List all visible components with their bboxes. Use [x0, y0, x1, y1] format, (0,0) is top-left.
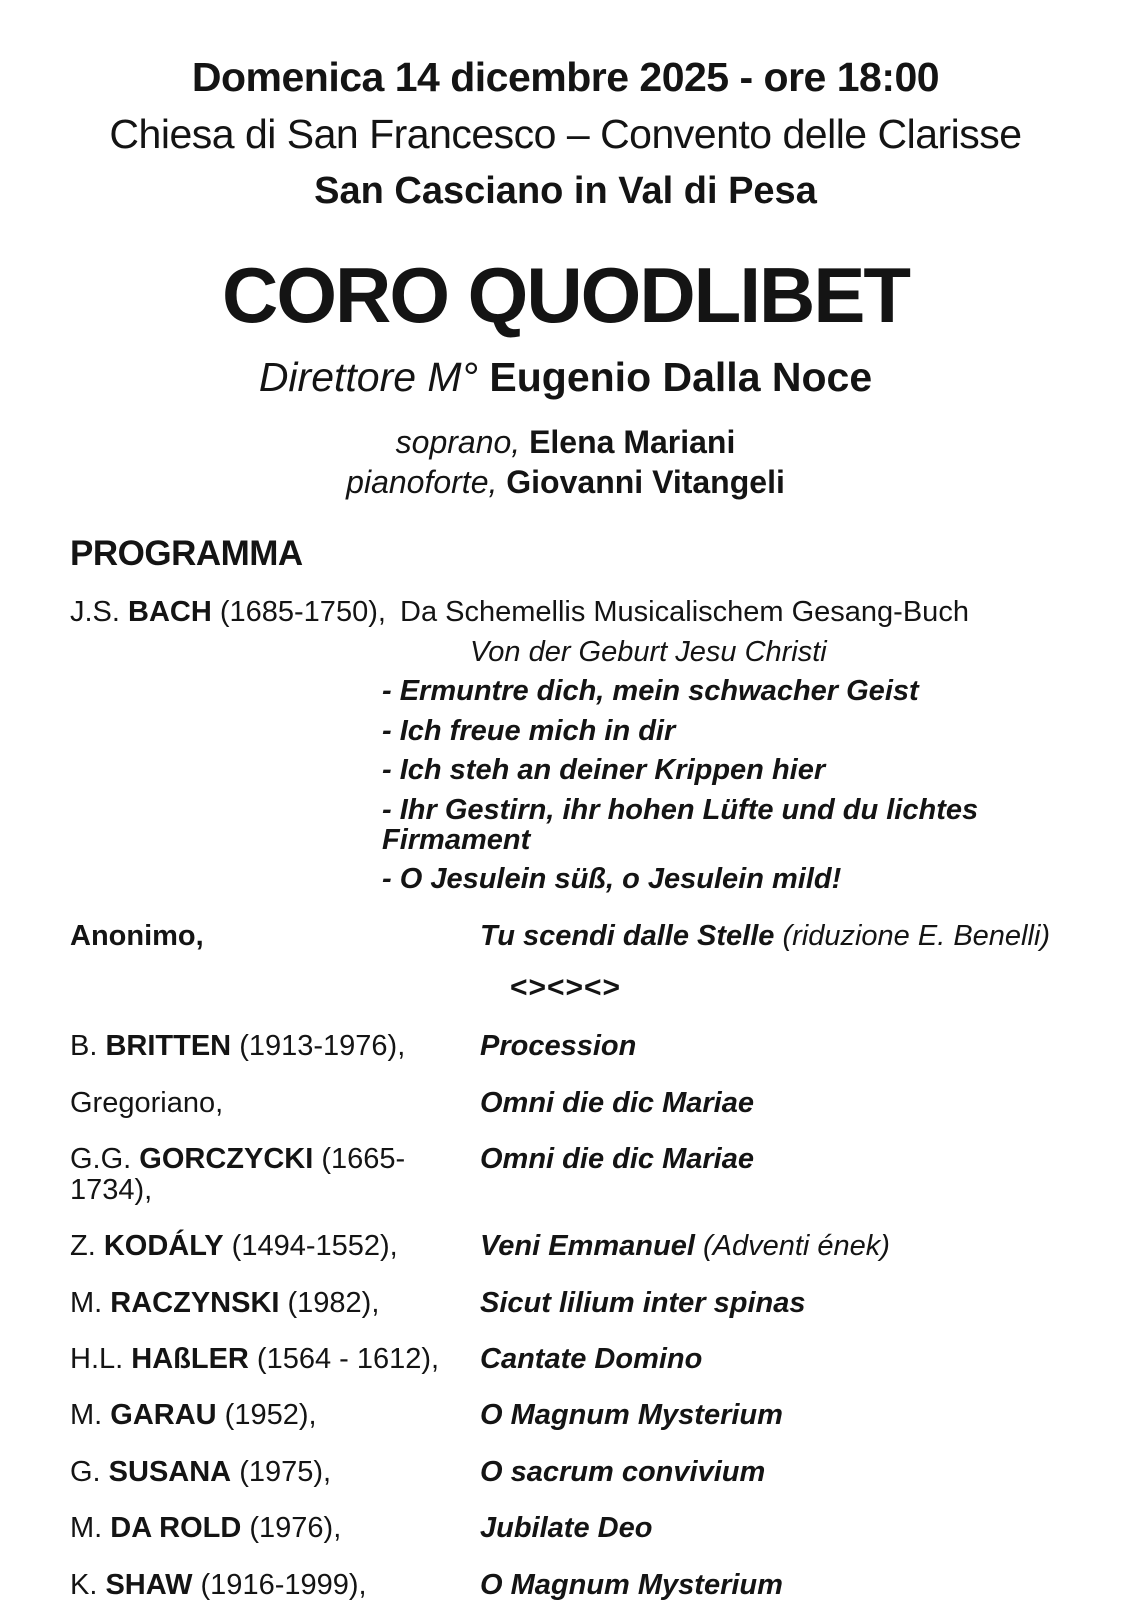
composer — [70, 1031, 480, 1061]
piece — [480, 1570, 1131, 1600]
piece — [480, 1513, 1131, 1543]
composer-surname: KODÁLY — [103, 1230, 224, 1263]
soprano-name: Elena Mariani — [529, 424, 736, 461]
piece — [480, 921, 1131, 951]
composer-dates: (1494-1552), — [223, 1230, 398, 1263]
composer-dates: (1976), — [241, 1512, 342, 1545]
piece — [480, 1231, 1131, 1261]
composer-dates: (1685-1750), — [211, 596, 386, 629]
piece-note: (riduzione E. Benelli) — [782, 919, 1051, 952]
composer-surname: SUSANA — [108, 1455, 232, 1488]
piece — [480, 1344, 1131, 1374]
composer-surname: Anonimo, — [70, 919, 204, 952]
composer — [70, 1400, 480, 1430]
bach-piece-item: - Ermuntre dich, mein schwacher Geist — [382, 675, 919, 708]
composer-surname: BRITTEN — [105, 1030, 232, 1063]
director-label: Direttore M° — [258, 353, 478, 400]
program-entry — [70, 1344, 1131, 1374]
composer-initials: H.L. — [70, 1342, 132, 1375]
piece-title: Cantate Domino — [480, 1342, 703, 1375]
piece — [480, 1031, 1131, 1061]
composer-initials: M. — [70, 1399, 111, 1432]
director-line — [0, 353, 1131, 400]
piano-label: pianoforte, — [346, 464, 498, 501]
composer-dates: (1564 - 1612), — [248, 1342, 440, 1375]
piece-title: O sacrum convivium — [480, 1455, 766, 1488]
program-entry-anonimo — [70, 921, 1131, 951]
bach-piece-item: - Ich steh an deiner Krippen hier — [382, 754, 826, 787]
piece — [480, 1144, 1131, 1205]
director-name: Eugenio Dalla Noce — [489, 353, 873, 400]
piece-title: Procession — [480, 1030, 637, 1063]
piece — [480, 1288, 1131, 1318]
composer-surname: SHAW — [105, 1568, 193, 1601]
piece-title: Tu scendi dalle Stelle — [480, 919, 775, 952]
composer-dates: (1665-1734), — [70, 1143, 406, 1206]
composer-surname: DA ROLD — [110, 1512, 242, 1545]
piece-title: Omni die dic Mariae — [480, 1143, 754, 1176]
bach-piece-list — [382, 676, 1131, 895]
piece — [480, 1088, 1131, 1118]
soprano-label: soprano, — [395, 424, 521, 461]
program-separator: <><><> — [509, 971, 622, 1005]
piece-title: Veni Emmanuel — [480, 1230, 695, 1263]
composer-surname: RACZYNSKI — [110, 1286, 280, 1319]
bach-piece-item: - Ich freue mich in dir — [382, 714, 676, 747]
piece — [480, 1400, 1131, 1430]
composer — [70, 1513, 480, 1543]
composer-dates: (1913-1976), — [231, 1030, 406, 1063]
composer-initials: G.G. — [70, 1143, 140, 1176]
composer — [70, 1231, 480, 1261]
program-entry — [70, 1144, 1131, 1205]
composer — [70, 1144, 480, 1205]
composer-dates: (1982), — [279, 1286, 380, 1319]
piano-name: Giovanni Vitangeli — [506, 464, 785, 501]
piece-title: O Magnum Mysterium — [480, 1399, 783, 1432]
bach-collection: Da Schemellis Musicalischem Gesang-Buch — [400, 596, 969, 629]
program-entry — [70, 1031, 1131, 1061]
soprano-line — [0, 425, 1131, 460]
composer-dates: (1952), — [216, 1399, 317, 1432]
composer-surname: HAßLER — [131, 1342, 249, 1375]
composer — [70, 1570, 480, 1600]
composer-surname: BACH — [128, 596, 212, 629]
program-entry — [70, 1513, 1131, 1543]
composer-initials: G. — [70, 1455, 109, 1488]
program-entry — [70, 1288, 1131, 1318]
composer-surname: GARAU — [110, 1399, 217, 1432]
title-block — [0, 250, 1131, 501]
program-heading: PROGRAMMA — [70, 534, 303, 574]
composer-initials: M. — [70, 1286, 111, 1319]
piece-title: O Magnum Mysterium — [480, 1568, 783, 1601]
program-entry-bach — [70, 597, 1131, 627]
composer-dates: (1975), — [231, 1455, 332, 1488]
program-entry — [70, 1088, 1131, 1118]
composer — [70, 921, 480, 951]
piece — [480, 1457, 1131, 1487]
composer — [70, 1457, 480, 1487]
piece-title: Sicut lilium inter spinas — [480, 1286, 806, 1319]
program-entry — [70, 1400, 1131, 1430]
composer-initials: Gregoriano, — [70, 1086, 224, 1119]
event-datetime: Domenica 14 dicembre 2025 - ore 18:00 — [191, 54, 940, 100]
choir-name: CORO QUODLIBET — [222, 250, 909, 339]
bach-piece-item: - Ihr Gestirn, ihr hohen Lüfte und du lichtes Firmament — [382, 793, 979, 857]
composer-dates: (1916-1999), — [192, 1568, 367, 1601]
composer — [70, 1088, 480, 1118]
composer-initials: Z. — [70, 1230, 104, 1263]
event-header — [0, 56, 1131, 212]
program-entry — [70, 1570, 1131, 1600]
event-city: San Casciano in Val di Pesa — [314, 170, 817, 213]
piano-line — [0, 465, 1131, 500]
program-entry — [70, 1231, 1131, 1261]
piece — [400, 597, 1131, 627]
program-entry — [70, 1457, 1131, 1487]
piece-note: (Adventi ének) — [702, 1230, 890, 1263]
program-entry-list — [0, 1031, 1131, 1600]
bach-subtitle: Von der Geburt Jesu Christi — [470, 635, 827, 668]
piece-title: Omni die dic Mariae — [480, 1086, 754, 1119]
composer-surname: GORCZYCKI — [139, 1143, 314, 1176]
event-venue: Chiesa di San Francesco – Convento delle Clarisse — [109, 111, 1022, 158]
composer — [70, 1288, 480, 1318]
composer — [70, 1344, 480, 1374]
bach-piece-item: - O Jesulein süß, o Jesulein mild! — [382, 863, 842, 896]
composer-initials: K. — [70, 1568, 106, 1601]
composer-initials: M. — [70, 1512, 111, 1545]
composer-initials: B. — [70, 1030, 106, 1063]
composer-initials: J.S. — [70, 596, 129, 629]
composer — [70, 597, 400, 627]
piece-title: Jubilate Deo — [480, 1512, 653, 1545]
